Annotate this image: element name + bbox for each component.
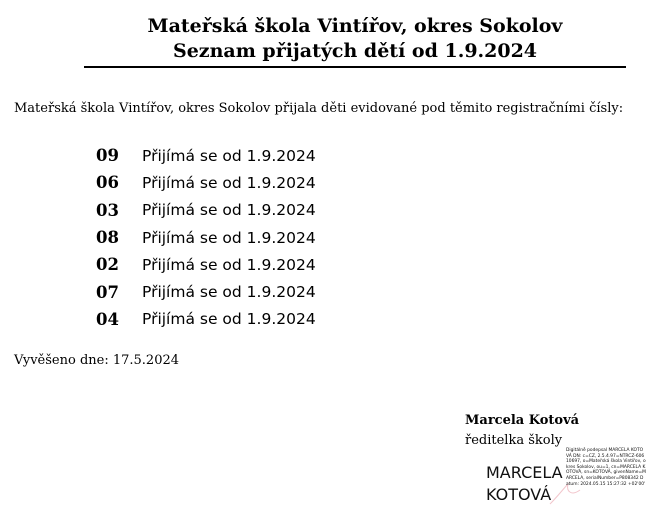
registration-number: 06 <box>96 173 119 193</box>
digital-signature-details: Digitálně podepsal MARCELA KOTOVÁ DN: c=CZ, 2.5.4.97=NTRCZ-60610697, o=Mateřská škola Vintířov, okres Sokolov, ou=1, cn=MARCELA KOTOVÁ, sn=KOTOVÁ, givenName=MARCELA, serialNumber=P808342 Datum: 2024.05.15 15:27:32 +02'00' <box>566 448 646 487</box>
signature-name-line-2: KOTOVÁ <box>486 485 552 504</box>
posted-date: Vyvěšeno dne: 17.5.2024 <box>14 353 180 368</box>
registration-number: 04 <box>96 309 119 329</box>
registration-number: 09 <box>96 146 119 166</box>
list-item <box>96 251 316 278</box>
digital-signature-name <box>486 462 563 506</box>
admission-status: Přijímá se od 1.9.2024 <box>142 310 316 329</box>
admission-status: Přijímá se od 1.9.2024 <box>142 283 316 302</box>
registration-number: 07 <box>96 282 119 302</box>
admission-status: Přijímá se od 1.9.2024 <box>142 173 316 192</box>
signer-role: ředitelka školy <box>465 433 563 448</box>
intro-text: Mateřská škola Vintířov, okres Sokolov přijala děti evidované pod těmito registračními čísly: <box>14 101 624 116</box>
admission-status: Přijímá se od 1.9.2024 <box>142 146 316 165</box>
signer-block <box>465 411 579 451</box>
signer-name: Marcela Kotová <box>465 413 580 428</box>
title-divider <box>84 66 626 68</box>
admission-status: Přijímá se od 1.9.2024 <box>142 201 316 220</box>
admission-status: Přijímá se od 1.9.2024 <box>142 228 316 247</box>
list-item <box>96 224 316 251</box>
list-item <box>96 278 316 305</box>
title-line-1: Mateřská škola Vintířov, okres Sokolov <box>147 15 563 37</box>
list-item <box>96 169 316 196</box>
list-item <box>96 306 316 333</box>
title-line-2: Seznam přijatých dětí od 1.9.2024 <box>172 40 538 62</box>
list-item <box>96 142 316 169</box>
registration-number: 08 <box>96 228 119 248</box>
signature-name-line-1: MARCELA <box>486 463 563 482</box>
document-title <box>84 14 626 64</box>
registration-number: 02 <box>96 255 119 275</box>
registration-number: 03 <box>96 200 119 220</box>
digital-signature <box>486 448 646 518</box>
registration-list <box>96 142 316 333</box>
admission-status: Přijímá se od 1.9.2024 <box>142 255 316 274</box>
list-item <box>96 197 316 224</box>
